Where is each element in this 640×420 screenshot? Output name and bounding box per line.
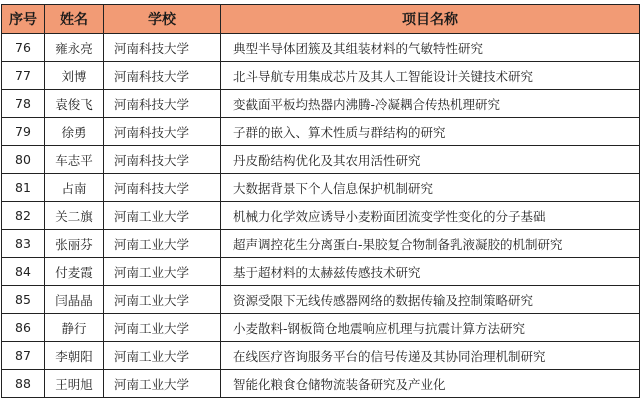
table-row [2,342,640,370]
cell-project: 丹皮酚结构优化及其农用活性研究 [221,146,640,174]
header-name: 姓名 [45,5,104,34]
cell-serial-number: 78 [2,90,45,118]
cell-name: 李朝阳 [45,342,104,370]
cell-serial-number: 86 [2,314,45,342]
cell-project: 基于超材料的太赫兹传感技术研究 [221,258,640,286]
cell-project: 超声调控花生分离蛋白-果胶复合物制备乳液凝胶的机制研究 [221,230,640,258]
table-row [2,118,640,146]
table-header-row [2,5,640,34]
cell-name: 张丽芬 [45,230,104,258]
cell-school: 河南工业大学 [104,370,221,398]
cell-school: 河南工业大学 [104,230,221,258]
cell-school: 河南科技大学 [104,174,221,202]
cell-serial-number: 87 [2,342,45,370]
project-table [1,4,640,398]
cell-serial-number: 84 [2,258,45,286]
cell-school: 河南科技大学 [104,118,221,146]
cell-serial-number: 83 [2,230,45,258]
cell-serial-number: 77 [2,62,45,90]
cell-school: 河南工业大学 [104,342,221,370]
table-row [2,34,640,62]
header-project-name: 项目名称 [221,5,640,34]
cell-project: 典型半导体团簇及其组装材料的气敏特性研究 [221,34,640,62]
cell-project: 智能化粮食仓储物流装备研究及产业化 [221,370,640,398]
table-row [2,286,640,314]
cell-project: 资源受限下无线传感器网络的数据传输及控制策略研究 [221,286,640,314]
cell-name: 刘博 [45,62,104,90]
cell-project: 小麦散料-钢板筒仓地震响应机理与抗震计算方法研究 [221,314,640,342]
cell-name: 雍永亮 [45,34,104,62]
cell-school: 河南工业大学 [104,202,221,230]
table-row [2,202,640,230]
cell-project: 在线医疗咨询服务平台的信号传递及其协同治理机制研究 [221,342,640,370]
cell-serial-number: 79 [2,118,45,146]
cell-serial-number: 80 [2,146,45,174]
table-row [2,174,640,202]
table-row [2,258,640,286]
cell-name: 车志平 [45,146,104,174]
cell-name: 静行 [45,314,104,342]
header-serial-number: 序号 [2,5,45,34]
table-row [2,90,640,118]
cell-school: 河南科技大学 [104,146,221,174]
cell-name: 王明旭 [45,370,104,398]
cell-project: 子群的嵌入、算术性质与群结构的研究 [221,118,640,146]
cell-project: 北斗导航专用集成芯片及其人工智能设计关键技术研究 [221,62,640,90]
cell-project: 变截面平板均热器内沸腾-冷凝耦合传热机理研究 [221,90,640,118]
table-row [2,62,640,90]
cell-school: 河南工业大学 [104,314,221,342]
cell-school: 河南科技大学 [104,34,221,62]
table-row [2,314,640,342]
cell-serial-number: 85 [2,286,45,314]
cell-name: 袁俊飞 [45,90,104,118]
cell-name: 占南 [45,174,104,202]
cell-serial-number: 82 [2,202,45,230]
cell-name: 闫晶晶 [45,286,104,314]
cell-school: 河南科技大学 [104,62,221,90]
cell-name: 徐勇 [45,118,104,146]
table-row [2,146,640,174]
cell-school: 河南科技大学 [104,90,221,118]
cell-serial-number: 76 [2,34,45,62]
table-row [2,370,640,398]
table-row [2,230,640,258]
header-school: 学校 [104,5,221,34]
cell-school: 河南工业大学 [104,286,221,314]
cell-project: 机械力化学效应诱导小麦粉面团流变学性变化的分子基础 [221,202,640,230]
cell-name: 关二旗 [45,202,104,230]
cell-serial-number: 81 [2,174,45,202]
cell-name: 付麦霞 [45,258,104,286]
cell-school: 河南工业大学 [104,258,221,286]
cell-serial-number: 88 [2,370,45,398]
cell-project: 大数据背景下个人信息保护机制研究 [221,174,640,202]
